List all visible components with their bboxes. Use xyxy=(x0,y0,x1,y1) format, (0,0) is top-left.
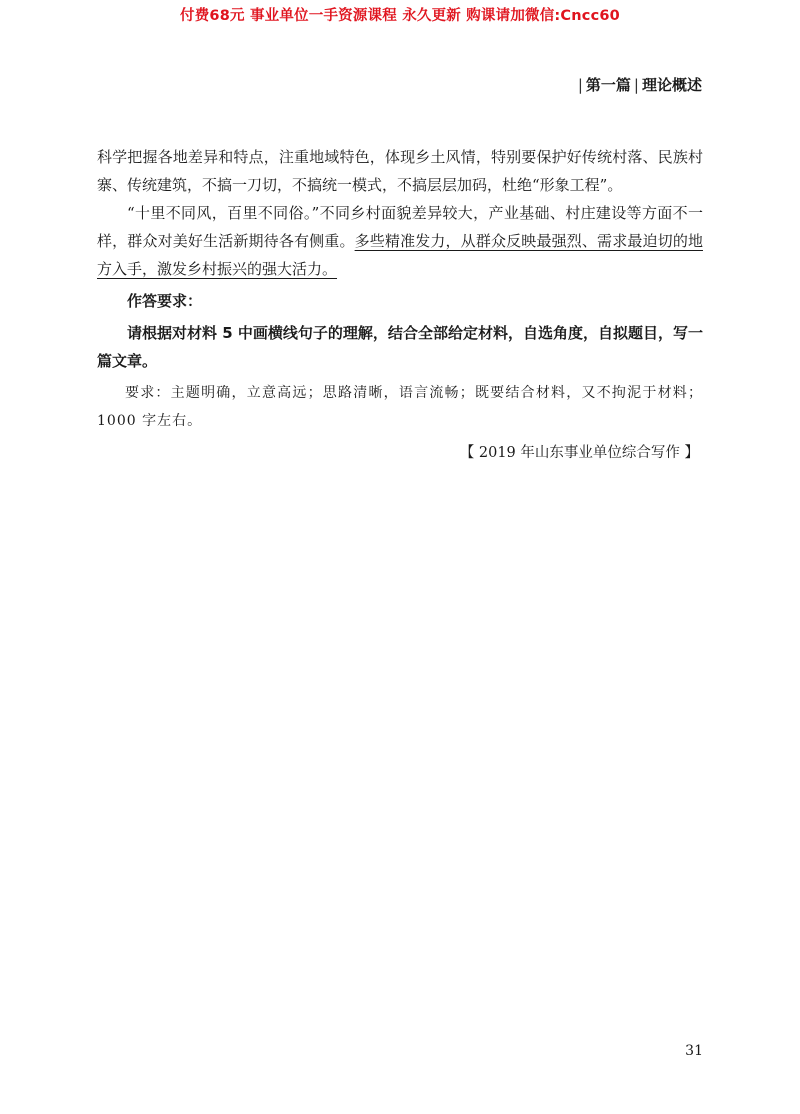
running-head-bar-left: | xyxy=(577,76,583,94)
task-heading: 作答要求： xyxy=(127,292,203,310)
paragraph-1: 科学把握各地差异和特点，注重地域特色，体现乡土风情，特别要保护好传统村落、民族村寨、传统建筑，不搞一刀切，不搞统一模式，不搞层层加码，杜绝“形象工程”。 xyxy=(97,148,703,194)
paragraph-2-text: “十里不同风，百里不同俗。”不同乡村面貌差异较大，产业基础、村庄建设等方面不一样，群众对美好生活新期待各有侧重。 xyxy=(97,204,703,250)
task-instruction: 请根据对材料 5 中画横线句子的理解，结合全部给定材料，自选角度，自拟题目，写一篇文章。 xyxy=(97,324,703,370)
running-head xyxy=(575,74,702,95)
watermark-banner: 付费68元 事业单位一手资源课程 永久更新 购课请加微信:Cncc60 xyxy=(180,8,620,24)
paragraph-2 xyxy=(97,199,703,283)
underlined-sentence: 多些精准发力，从群众反映最强烈、需求最迫切的地方入手，激发乡村振兴的强大活力。 xyxy=(97,232,703,278)
running-head-section: 理论概述 xyxy=(641,76,702,94)
requirements-text: 要求：主题明确，立意高远；思路清晰，语言流畅；既要结合材料，又不拘泥于材料；1000 字左右。 xyxy=(97,385,703,429)
page-body xyxy=(97,143,703,467)
running-head-part: 第一篇 xyxy=(585,76,631,94)
page-number: 31 xyxy=(685,1043,703,1059)
source-citation: 【 2019 年山东事业单位综合写作 】 xyxy=(459,445,699,461)
running-head-bar-mid: | xyxy=(633,76,639,94)
